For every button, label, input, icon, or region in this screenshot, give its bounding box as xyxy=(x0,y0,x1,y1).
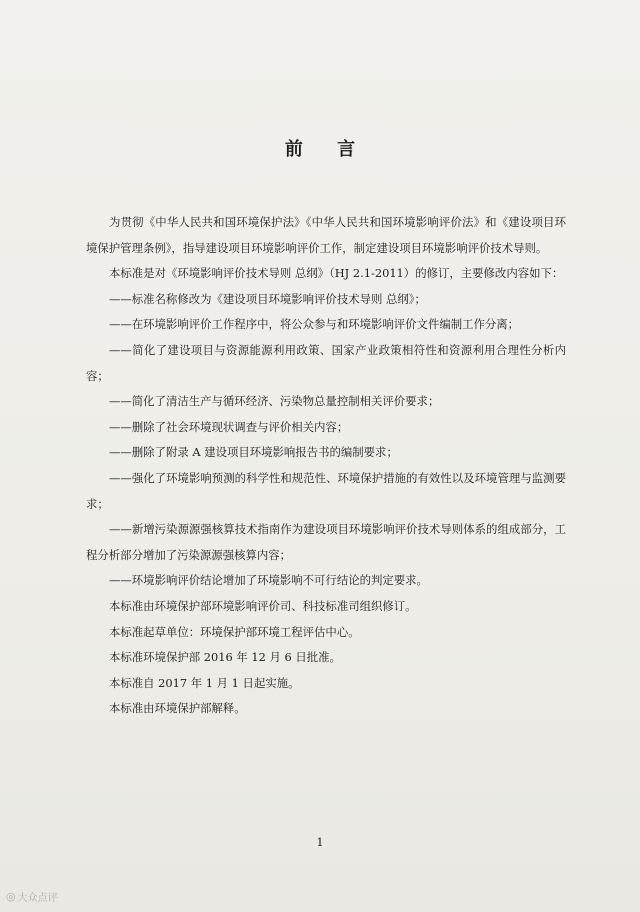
list-item: ——环境影响评价结论增加了环境影响不可行结论的判定要求。 xyxy=(109,573,428,588)
paragraph-approval-date: 本标准环境保护部 2016 年 12 月 6 日批准。 xyxy=(109,650,341,665)
paragraph-effective-date: 本标准自 2017 年 1 月 1 日起实施。 xyxy=(109,675,300,690)
watermark xyxy=(6,889,58,904)
list-item: ——标准名称修改为《建设项目环境影响评价技术导则 总纲》； xyxy=(109,291,426,306)
list-item: ——新增污染源源强核算技术指南作为建设项目环境影响评价技术导则体系的组成部分，工程分析部分增加了污染源源强核算内容； xyxy=(86,522,566,562)
paragraph-purpose: 为贯彻《中华人民共和国环境保护法》《中华人民共和国环境影响评价法》和《建设项目环境保护管理条例》，指导建设项目环境影响评价工作，制定建设项目环境影响评价技术导则。 xyxy=(86,215,566,255)
page-number: 1 xyxy=(316,836,324,849)
list-item: ——在环境影响评价工作程序中，将公众参与和环境影响评价文件编制工作分离； xyxy=(109,317,520,332)
list-item: ——删除了附录 A 建设项目环境影响报告书的编制要求； xyxy=(109,445,398,460)
paragraph-organizer: 本标准由环境保护部环境影响评价司、科技标准司组织修订。 xyxy=(109,598,417,613)
paragraph-drafting-unit: 本标准起草单位：环境保护部环境工程评估中心。 xyxy=(109,624,360,639)
list-item: ——简化了清洁生产与循环经济、污染物总量控制相关评价要求； xyxy=(109,394,440,409)
list-item: ——强化了环境影响预测的科学性和规范性、环境保护措施的有效性以及环境管理与监测要求； xyxy=(86,470,566,511)
paragraph-interpretation: 本标准由环境保护部解释。 xyxy=(109,701,246,716)
list-item: ——简化了建设项目与资源能源利用政策、国家产业政策相符性和资源利用合理性分析内容； xyxy=(86,342,566,383)
paragraph-revision-intro: 本标准是对《环境影响评价技术导则 总纲》（HJ 2.1-2011）的修订，主要修改内容如下： xyxy=(109,266,564,281)
document-body xyxy=(86,210,566,722)
list-item: ——删除了社会环境现状调查与评价相关内容； xyxy=(109,419,349,434)
watermark-text: 大众点评 xyxy=(17,893,58,904)
page-title: 前 言 xyxy=(284,139,370,160)
camera-logo-icon: ◎ xyxy=(6,890,16,903)
